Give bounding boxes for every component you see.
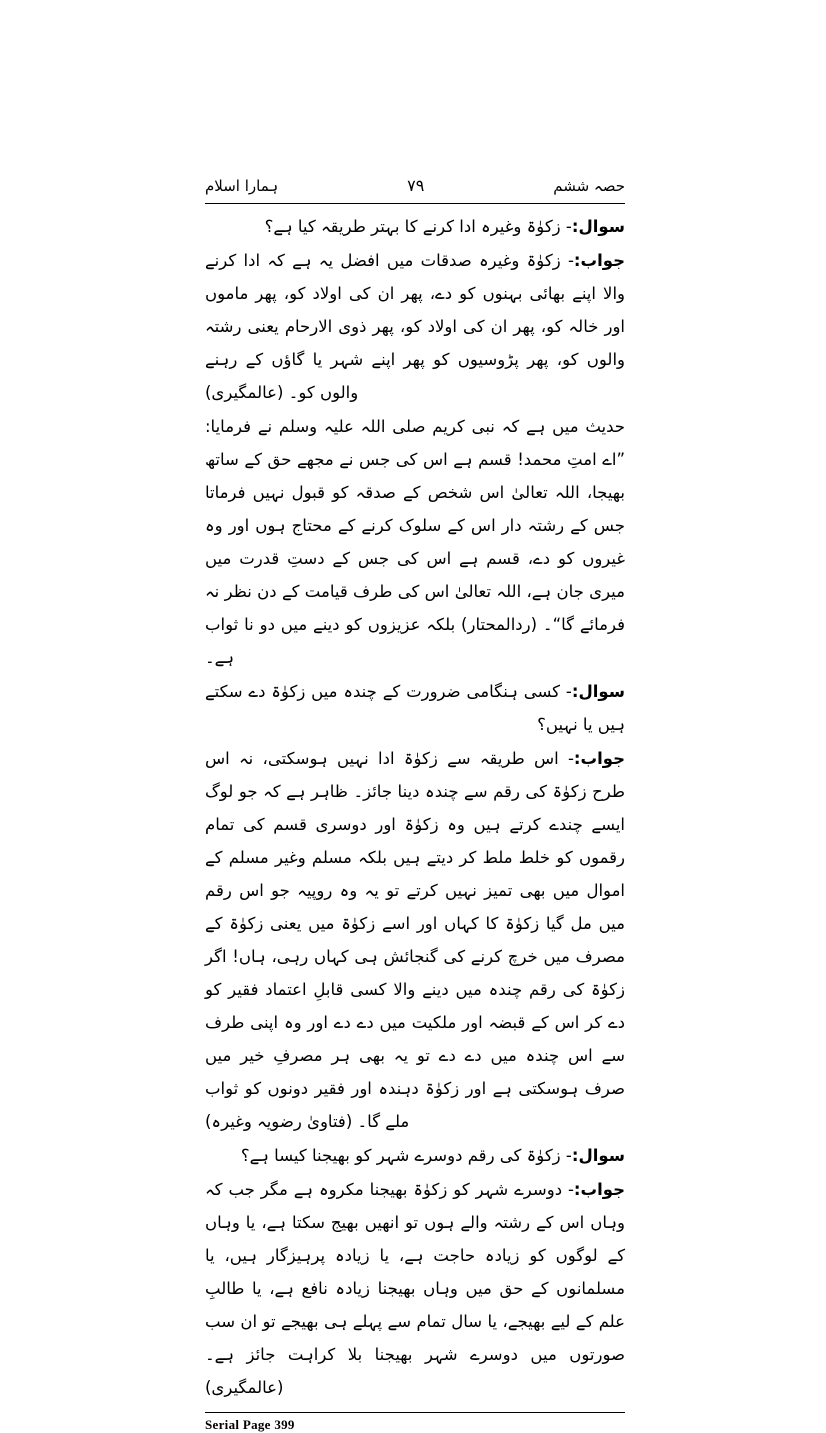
serial-page-footer	[205, 1413, 625, 1433]
question-text: - زکوٰۃ وغیرہ ادا کرنے کا بہتر طریقہ کیا ہے؟	[264, 217, 572, 237]
serial-page-label: Serial Page	[205, 1417, 271, 1433]
body-text	[205, 210, 625, 1404]
page-number: ۷۹	[407, 176, 425, 195]
answer-block	[205, 1173, 625, 1404]
answer-text: - زکوٰۃ وغیرہ صدقات میں افضل یہ ہے کہ ادا کرنے والا اپنے بھائی بہنوں کو دے، پھر ان کی اولاد کو، پھر ماموں اور خالہ کو، پھر ان کی اولاد کو، پھر ذوی الارحام یعنی رشتہ والوں کو، پھر پڑوسیوں کو پھر اپنے شہر یا گاؤں کے رہنے والوں کو۔ (عالمگیری)	[205, 251, 625, 403]
serial-page-number: 399	[274, 1417, 295, 1433]
question-label: سوال:	[571, 1146, 625, 1166]
hadith-paragraph	[205, 410, 625, 674]
question-text: - زکوٰۃ کی رقم دوسرے شہر کو بھیجنا کیسا ہے؟	[240, 1146, 572, 1166]
header-divider	[205, 203, 625, 204]
answer-text: - دوسرے شہر کو زکوٰۃ بھیجنا مکروہ ہے مگر جب کہ وہاں اس کے رشتہ والے ہوں تو انھیں بھیج سکتا ہے، یا وہاں کے لوگوں کو زیادہ حاجت ہے، یا زیادہ پرہیزگار ہیں، یا مسلمانوں کے حق میں وہاں بھیجنا زیادہ نافع ہے، یا طالبِ علم کے لیے بھیجے، یا سال تمام سے پہلے ہی بھیجے تو ان سب صورتوں میں دوسرے شہر بھیجنا بلا کراہت جائز ہے۔ (عالمگیری)	[205, 1180, 625, 1398]
answer-text: - اس طریقہ سے زکوٰۃ ادا نہیں ہوسکتی، نہ اس طرح زکوٰۃ کی رقم سے چندہ دینا جائز۔ ظاہر ہے کہ جو لوگ ایسے چندے کرتے ہیں وہ زکوٰۃ اور دوسری قسم کی تمام رقموں کو خلط ملط کر دیتے ہیں بلکہ مسلم وغیر مسلم کے اموال میں بھی تمیز نہیں کرتے تو یہ وہ روپیہ جو اس رقم میں مل گیا زکوٰۃ کا کہاں اور اسے زکوٰۃ میں یعنی زکوٰۃ کے مصرف میں خرچ کرنے کی گنجائش ہی کہاں رہی، ہاں! اگر زکوٰۃ کی رقم چندہ میں دینے والا کسی قابلِ اعتماد فقیر کو دے کر اس کے قبضہ اور ملکیت میں دے دے اور وہ اپنی طرف سے اس چندہ میں دے دے تو یہ بھی ہر مصرفِ خیر میں صرف ہوسکتی ہے اور زکوٰۃ دہندہ اور فقیر دونوں کو ثواب ملے گا۔ (فتاویٰ رضویہ وغیرہ)	[205, 749, 625, 1132]
question-block	[205, 1139, 625, 1172]
question-text: - کسی ہنگامی ضرورت کے چندہ میں زکوٰۃ دے سکتے ہیں یا نہیں؟	[205, 682, 625, 735]
hadith-text: حدیث میں ہے کہ نبی کریم صلی اللہ علیہ وسلم نے فرمایا: ”اے امتِ محمد! قسم ہے اس کی جس نے مجھے حق کے ساتھ بھیجا، اللہ تعالیٰ اس شخص کے صدقہ کو قبول نہیں فرماتا جس کے رشتہ دار اس کے سلوک کرنے کے محتاج ہوں اور وہ غیروں کو دے، قسم ہے اس کی جس کے دستِ قدرت میں میری جان ہے، اللہ تعالیٰ اس کی طرف قیامت کے دن نظر نہ فرمائے گا“۔ (ردالمحتار) بلکہ عزیزوں کو دینے میں دو نا ثواب ہے۔	[205, 417, 625, 668]
answer-label: جواب:	[573, 251, 625, 271]
question-label: سوال:	[571, 682, 625, 702]
book-title: ہمارا اسلام	[205, 177, 279, 196]
answer-block	[205, 244, 625, 409]
question-block	[205, 210, 625, 243]
answer-label: جواب:	[573, 1180, 625, 1200]
page-content	[205, 175, 625, 1433]
page-header	[205, 175, 625, 201]
answer-label: جواب:	[573, 749, 625, 769]
question-block	[205, 675, 625, 741]
answer-block	[205, 742, 625, 1138]
question-label: سوال:	[571, 217, 625, 237]
book-part: حصہ ششم	[553, 177, 625, 196]
